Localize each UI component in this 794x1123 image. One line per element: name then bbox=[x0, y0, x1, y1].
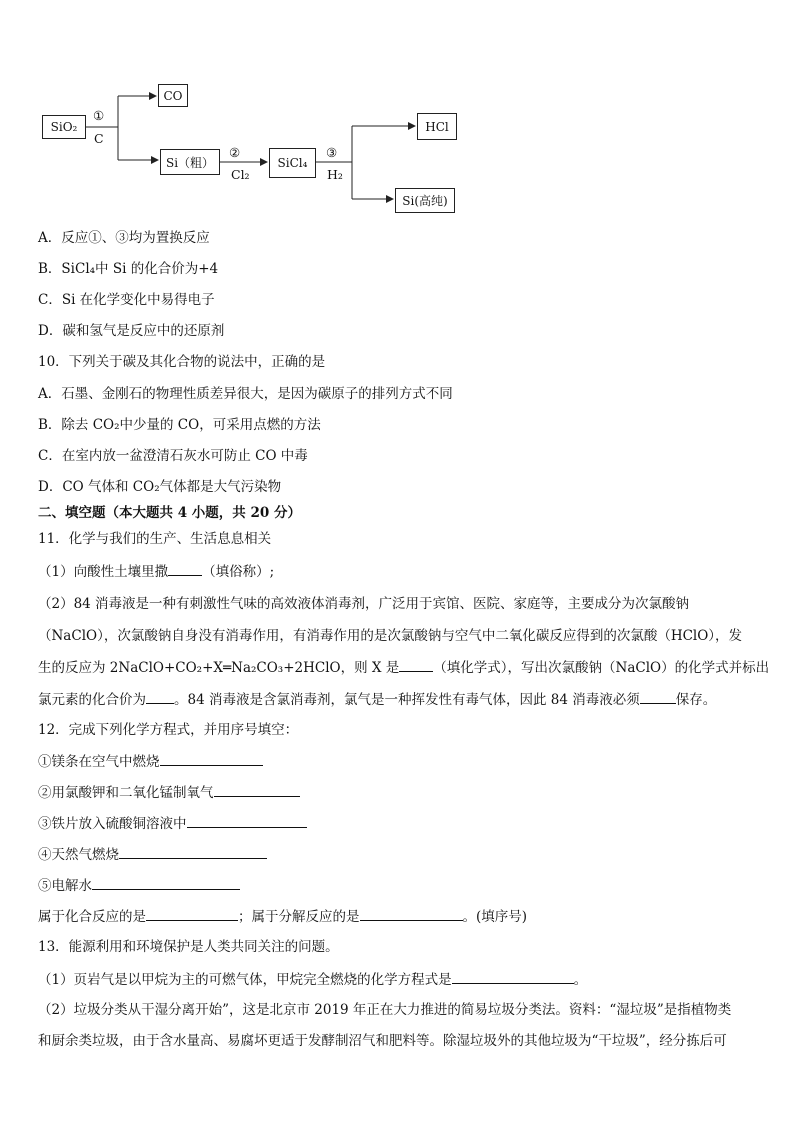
q12-item-2-blank[interactable] bbox=[214, 782, 300, 797]
co-box: CO bbox=[158, 84, 188, 107]
q13-part2-line1: （2）垃圾分类从干湿分离开始”，这是北京市 2019 年正在大力推进的简易垃圾分类法。资料：“湿垃圾”是指植物类 bbox=[38, 1002, 732, 1018]
q12-item-4 bbox=[38, 844, 267, 865]
q12-item-4-blank[interactable] bbox=[119, 844, 267, 859]
step3-label: ③ bbox=[326, 145, 338, 160]
q13-part1-suffix: 。 bbox=[573, 972, 588, 988]
q11-part2-line1: （2）84 消毒液是一种有刺激性气味的高效液体消毒剂，广泛用于宾馆、医院、家庭等，主要成分为次氯酸钠 bbox=[38, 596, 690, 612]
q11-stem: 11．化学与我们的生产、生活息息相关 bbox=[38, 531, 272, 547]
q12-item-3 bbox=[38, 813, 307, 834]
q10-option-a: A．石墨、金刚石的物理性质差异很大，是因为碳原子的排列方式不同 bbox=[38, 386, 453, 402]
q12-item-2-text: ②用氯酸钾和二氧化锰制氧气 bbox=[38, 785, 214, 801]
q11-storage-blank[interactable] bbox=[640, 689, 676, 704]
q12-item-3-blank[interactable] bbox=[187, 813, 307, 828]
q12-combination-text: 属于化合反应的是 bbox=[38, 909, 146, 925]
q11-valence-text: 氯元素的化合价为 bbox=[38, 692, 146, 708]
q11-x-blank[interactable] bbox=[399, 657, 433, 672]
sio2-box: SiO₂ bbox=[42, 115, 86, 139]
q12-decomposition-blank[interactable] bbox=[360, 906, 463, 921]
q10-option-b: B．除去 CO₂中少量的 CO，可采用点燃的方法 bbox=[38, 417, 321, 433]
q11-reaction-text: 生的反应为 2NaClO+CO₂+X═Na₂CO₃+2HClO，则 X 是 bbox=[38, 660, 400, 676]
step1-label: ① bbox=[93, 108, 105, 123]
q12-item-1-text: ①镁条在空气中燃烧 bbox=[38, 754, 160, 770]
q12-item-3-text: ③铁片放入硫酸铜溶液中 bbox=[38, 816, 187, 832]
q13-part2-line2: 和厨余类垃圾，由于含水量高、易腐坏更适于发酵制沼气和肥料等。除湿垃圾外的其他垃圾为“干垃圾”，经分拣后可 bbox=[38, 1033, 727, 1049]
q11-formula-text: （填化学式），写出次氯酸钠（NaClO）的化学式并标出 bbox=[433, 660, 770, 676]
q13-stem: 13．能源利用和环境保护是人类共同关注的问题。 bbox=[38, 939, 339, 955]
q12-item-1 bbox=[38, 751, 263, 772]
q11-part1-suffix: （填俗称）; bbox=[202, 564, 275, 580]
q12-item-5 bbox=[38, 875, 240, 896]
q12-item-5-blank[interactable] bbox=[92, 875, 240, 890]
q12-item-5-text: ⑤电解水 bbox=[38, 878, 92, 894]
q11-part1-text: （1）向酸性土壤里撒 bbox=[38, 564, 169, 580]
sicl4-box: SiCl₄ bbox=[269, 148, 316, 178]
q10-option-c: C．在室内放一盆澄清石灰水可防止 CO 中毒 bbox=[38, 448, 308, 464]
q12-item-4-text: ④天然气燃烧 bbox=[38, 847, 119, 863]
q12-combination-blank[interactable] bbox=[146, 906, 238, 921]
q11-valence-blank[interactable] bbox=[146, 689, 174, 704]
q9-option-d: D．碳和氢气是反应中的还原剂 bbox=[38, 323, 225, 339]
q11-part1-blank[interactable] bbox=[168, 561, 202, 576]
section-2-heading: 二、填空题（本大题共 4 小题，共 20 分） bbox=[38, 505, 301, 521]
q10-stem: 10．下列关于碳及其化合物的说法中，正确的是 bbox=[38, 354, 326, 370]
q13-equation-blank[interactable] bbox=[452, 969, 574, 984]
si-crude-box: Si（粗） bbox=[160, 149, 220, 175]
q10-option-d: D．CO 气体和 CO₂气体都是大气污染物 bbox=[38, 479, 282, 495]
q11-part2-line4 bbox=[38, 689, 716, 710]
reaction-flow-diagram bbox=[0, 0, 794, 225]
q12-item-1-blank[interactable] bbox=[160, 751, 263, 766]
q13-part1 bbox=[38, 969, 587, 990]
reagent3-label: H₂ bbox=[327, 167, 343, 182]
hcl-box: HCl bbox=[417, 113, 457, 140]
q12-stem: 12．完成下列化学方程式，并用序号填空： bbox=[38, 722, 299, 738]
si-pure-box: Si(高纯) bbox=[395, 188, 455, 213]
q11-part2-line2: （NaClO），次氯酸钠自身没有消毒作用，有消毒作用的是次氯酸钠与空气中二氧化碳反应得到的次氯酸（HClO），发 bbox=[38, 628, 743, 644]
q12-item-2 bbox=[38, 782, 300, 803]
q13-part1-text: （1）页岩气是以甲烷为主的可燃气体，甲烷完全燃烧的化学方程式是 bbox=[38, 972, 452, 988]
q12-classification bbox=[38, 906, 527, 927]
reagent2-label: Cl₂ bbox=[231, 167, 250, 182]
reagent1-label: C bbox=[94, 131, 104, 146]
q11-part1 bbox=[38, 561, 274, 582]
step2-label: ② bbox=[229, 145, 241, 160]
q11-storage-suffix: 保存。 bbox=[675, 692, 717, 708]
q9-option-c: C．Si 在化学变化中易得电子 bbox=[38, 292, 215, 308]
q9-option-b: B．SiCl₄中 Si 的化合价为+4 bbox=[38, 261, 219, 277]
q12-decomposition-text: ；属于分解反应的是 bbox=[238, 909, 360, 925]
q12-fill-suffix: 。(填序号) bbox=[462, 909, 528, 925]
q9-option-a: A．反应①、③均为置换反应 bbox=[38, 230, 210, 246]
q11-storage-text: 。84 消毒液是含氯消毒剂，氯气是一种挥发性有毒气体，因此 84 消毒液必须 bbox=[174, 692, 640, 708]
q11-part2-line3 bbox=[38, 657, 769, 678]
